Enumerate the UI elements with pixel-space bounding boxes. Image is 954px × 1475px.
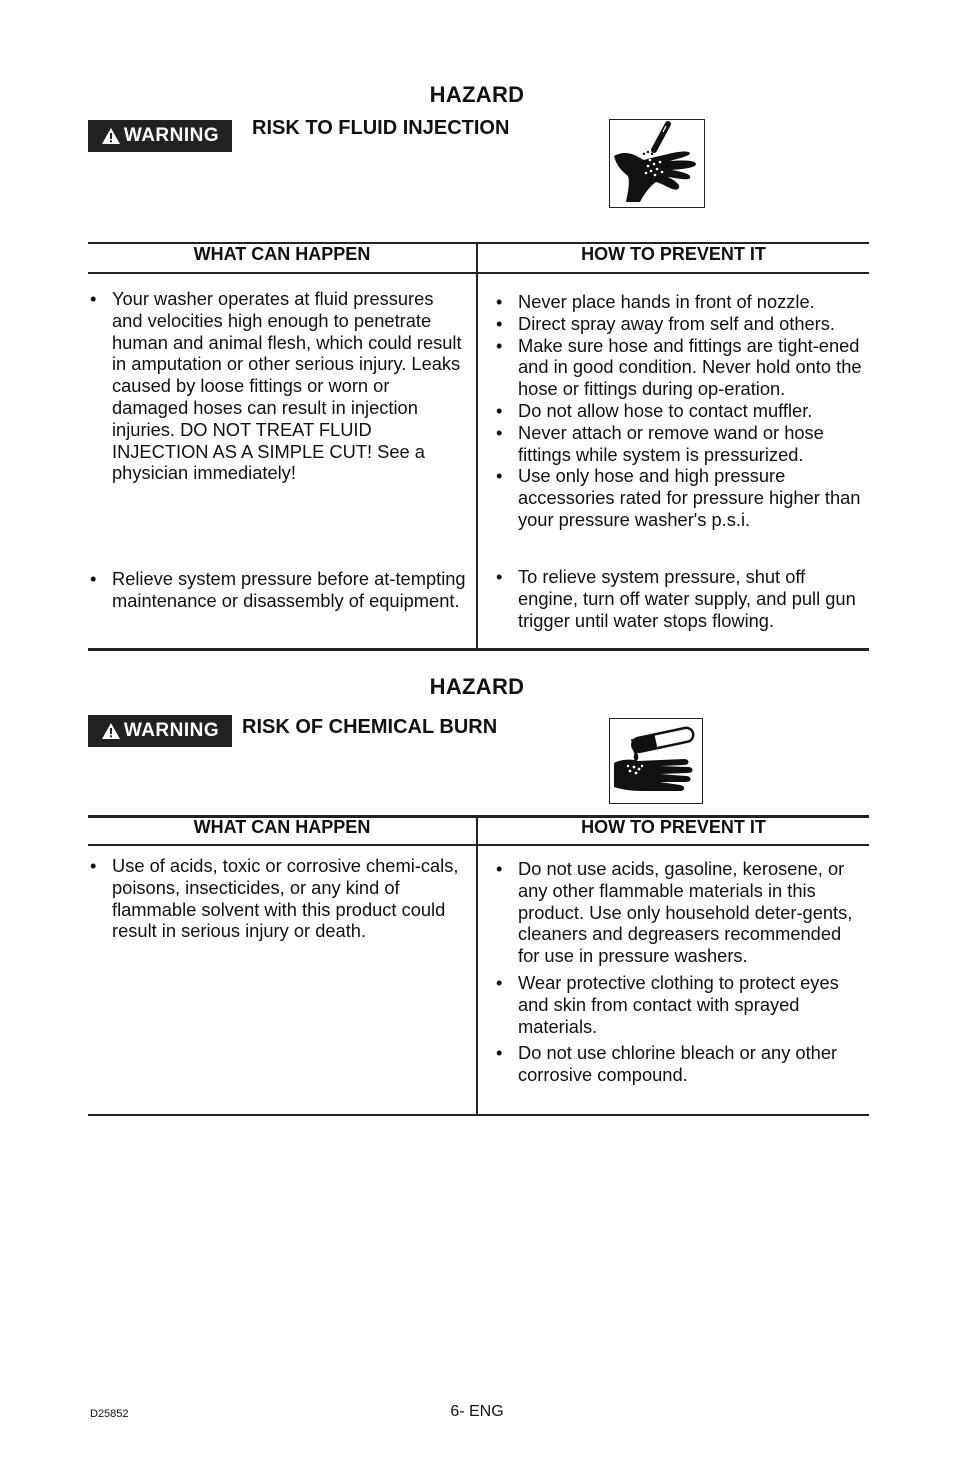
list-item: • Never attach or remove wand or hose fittings while system is pressurized. [494, 422, 866, 466]
risk-title-chemical-burn: RISK OF CHEMICAL BURN [242, 716, 498, 738]
hand-chemical-burn-icon [609, 718, 703, 804]
page-number: 6- ENG [450, 1403, 504, 1420]
table1-row2-happen-list [88, 568, 468, 612]
warning-label: WARNING [123, 720, 220, 741]
list-item: • Use only hose and high pressure accessories rated for pressure higher than your pressure washer's p.s.i. [494, 465, 866, 530]
list-item: • To relieve system pressure, shut off engine, turn off water supply, and pull gun trigger until water stops flowing. [494, 566, 866, 631]
list-item: • Relieve system pressure before at-tempting maintenance or disassembly of equipment. [88, 568, 468, 612]
hand-spray-injection-icon [609, 119, 705, 208]
warning-label: WARNING [123, 125, 220, 146]
table1-header-rule [88, 272, 869, 274]
list-item: • Direct spray away from self and others. [494, 313, 866, 335]
list-item: • Wear protective clothing to protect eyes and skin from contact with sprayed materials. [494, 972, 866, 1037]
table2-happen-list [88, 855, 468, 942]
document-code: D25852 [90, 1408, 129, 1420]
list-item: • Do not use acids, gasoline, kerosene, or any other flammable materials in this product. Use only household deter-gents, cleaners and degreasers recommended for use in pressure washers. [494, 858, 866, 967]
table2-bottom-rule [88, 1114, 869, 1116]
table1-column-divider [476, 242, 478, 650]
table2-header-what-can-happen: WHAT CAN HAPPEN [193, 817, 371, 837]
table2-column-divider [476, 815, 478, 1116]
table1-row1-prevent-list [494, 291, 866, 531]
list-item: • Do not allow hose to contact muffler. [494, 400, 866, 422]
hazard-heading-2: HAZARD [429, 674, 525, 699]
table2-header-rule [88, 844, 869, 846]
table1-header-how-to-prevent: HOW TO PREVENT IT [581, 244, 766, 264]
hazard-heading-1: HAZARD [429, 82, 525, 107]
table1-header-what-can-happen: WHAT CAN HAPPEN [193, 244, 371, 264]
warning-badge-1 [88, 120, 232, 152]
list-item: • Never place hands in front of nozzle. [494, 291, 866, 313]
list-item: • Your washer operates at fluid pressures and velocities high enough to penetrate human and animal flesh, which could result in amputation or other serious injury. Leaks caused by loose fittings or worn or damaged hoses can result in injection injuries. DO NOT TREAT FLUID INJECTION AS A SIMPLE CUT! See a physician immediately! [88, 288, 468, 484]
risk-title-fluid-injection: RISK TO FLUID INJECTION [252, 117, 510, 139]
list-item: • Use of acids, toxic or corrosive chemi-cals, poisons, insecticides, or any kind of flammable solvent with this product could result in serious injury or death. [88, 855, 468, 942]
table1-bottom-rule [88, 648, 869, 651]
list-item: • Do not use chlorine bleach or any other corrosive compound. [494, 1042, 866, 1086]
table1-row2-prevent-list [494, 566, 866, 631]
warning-triangle-icon [101, 127, 121, 145]
table2-prevent-list [494, 858, 866, 1086]
table1-row1-happen-list [88, 288, 468, 484]
warning-triangle-icon [101, 722, 121, 740]
list-item: • Make sure hose and fittings are tight-ened and in good condition. Never hold onto the hose or fittings during op-eration. [494, 335, 866, 400]
warning-badge-2 [88, 715, 232, 747]
table2-header-how-to-prevent: HOW TO PREVENT IT [581, 817, 766, 837]
